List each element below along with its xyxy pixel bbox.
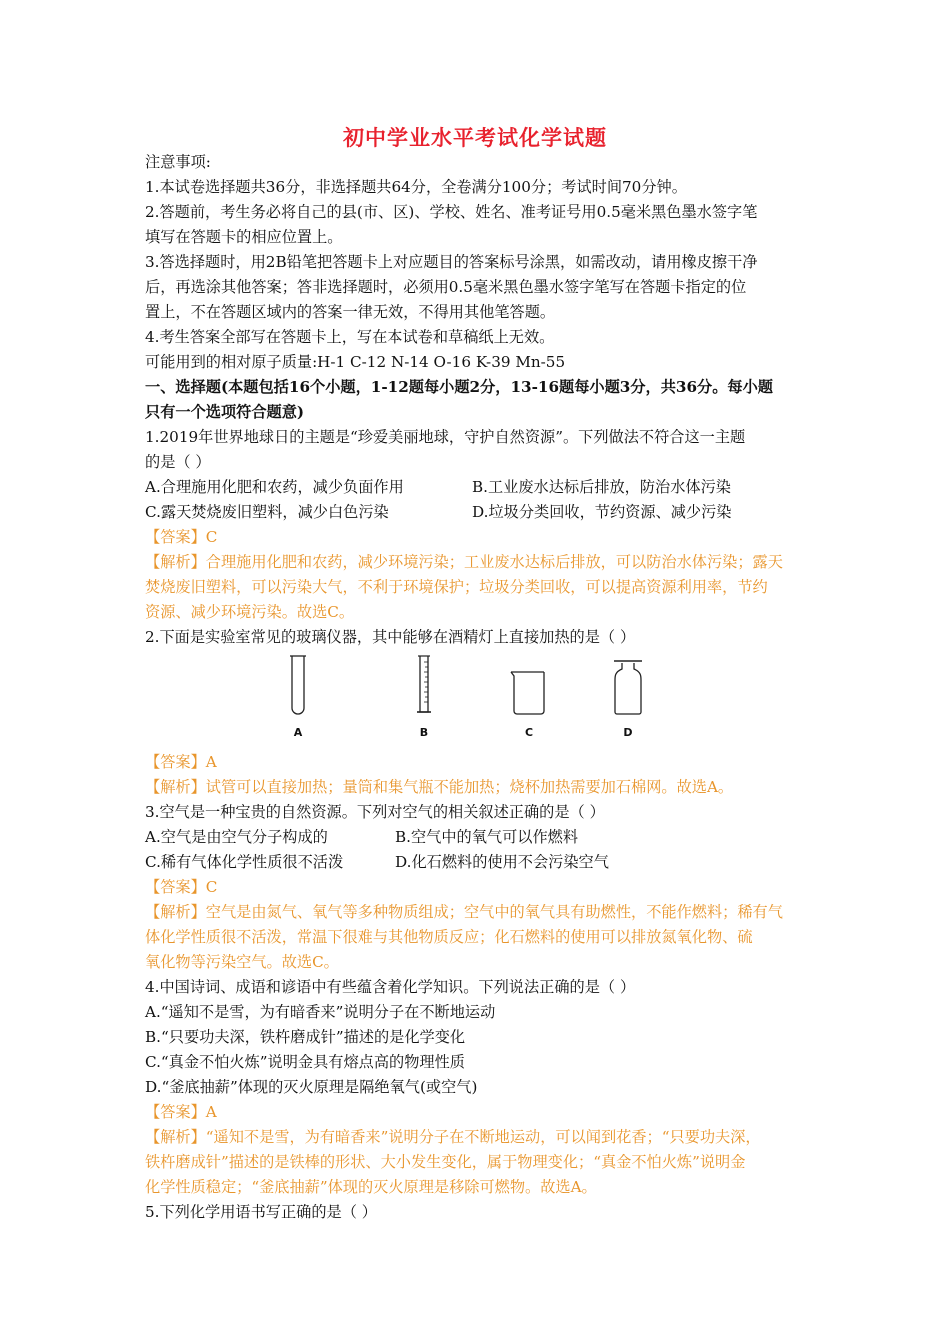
option-a: A.合理施用化肥和农药，减少负面作用 [145,478,404,496]
explanation-4: 铁杵磨成针”描述的是铁棒的形状、大小发生变化，属于物理变化；“真金不怕火炼”说明金 [145,1153,746,1171]
notice-item: 置上，不在答题区域内的答案一律无效，不得用其他笔答题。 [145,303,556,321]
notice-heading: 注意事项: [145,153,211,171]
document-body [145,150,815,1225]
option-d: D.化石燃料的使用不会污染空气 [395,853,609,871]
option-c: C.“真金不怕火炼”说明金具有熔点高的物理性质 [145,1053,465,1071]
question-1-options [145,500,815,525]
explanation-4: 【解析】“遥知不是雪，为有暗香来”说明分子在不断地运动，可以闻到花香；“只要功夫深， [145,1128,761,1146]
option-c: C.露天焚烧废旧塑料，减少白色污染 [145,503,389,521]
option-b: B.“只要功夫深，铁杵磨成针”描述的是化学变化 [145,1028,466,1046]
option-a: A.“遥知不是雪，为有暗香来”说明分子在不断地运动 [145,1003,496,1021]
explanation-3: 体化学性质很不活泼，常温下很难与其他物质反应；化石燃料的使用可以排放氮氧化物、硫 [145,928,753,946]
explanation-1: 焚烧废旧塑料，可以污染大气，不利于环境保护；垃圾分类回收，可以提高资源利用率，节约 [145,578,768,596]
question-5-stem: 5.下列化学用语书写正确的是（ ） [145,1203,377,1221]
test-tube-icon [285,654,311,720]
notice-item: 2.答题前，考生务必将自己的县(市、区)、学校、姓名、准考证号用0.5毫米黑色墨水签字笔 [145,203,758,221]
option-a: A.空气是由空气分子构成的 [145,828,328,846]
glassware-figure [145,650,815,750]
answer-1: 【答案】C [145,528,218,546]
answer-3: 【答案】C [145,878,218,896]
explanation-3: 【解析】空气是由氮气、氧气等多种物质组成；空气中的氧气具有助燃性，不能作燃料；稀有气 [145,903,783,921]
figure-d [611,654,645,739]
explanation-1: 【解析】合理施用化肥和农药，减少环境污染；工业废水达标后排放，可以防治水体污染；露天 [145,553,783,571]
notice-item: 后，再选涂其他答案；答非选择题时，必须用0.5毫米黑色墨水签字笔写在答题卡指定的位 [145,278,747,296]
figure-label-b: B [419,726,429,739]
explanation-3: 氧化物等污染空气。故选C。 [145,953,339,971]
figure-a [285,654,311,739]
question-1-stem: 1.2019年世界地球日的主题是“珍爱美丽地球，守护自然资源”。下列做法不符合这一主题 [145,428,746,446]
question-1-stem: 的是（ ） [145,453,211,471]
atomic-mass-line: 可能用到的相对原子质量:H-1 C-12 N-14 O-16 K-39 Mn-55 [145,353,566,371]
gas-bottle-icon [611,654,645,720]
notice-item: 1.本试卷选择题共36分，非选择题共64分，全卷满分100分；考试时间70分钟。 [145,178,687,196]
explanation-1: 资源、减少环境污染。故选C。 [145,603,355,621]
option-d: D.“釜底抽薪”体现的灭火原理是隔绝氧气(或空气) [145,1078,478,1096]
answer-2: 【答案】A [145,753,217,771]
option-b: B.空气中的氧气可以作燃料 [395,828,579,846]
figure-label-a: A [293,726,303,739]
notice-item: 3.答选择题时，用2B铅笔把答题卡上对应题目的答案标号涂黑，如需改动，请用橡皮擦干净 [145,253,758,271]
figure-b [411,654,437,739]
page-title: 初中学业水平考试化学试题 [343,125,607,150]
figure-label-c: C [524,726,534,739]
section-heading: 一、选择题(本题包括16个小题，1-12题每小题2分，13-16题每小题3分，共36分。每小题 [145,378,773,396]
explanation-2: 【解析】试管可以直接加热；量筒和集气瓶不能加热；烧杯加热需要加石棉网。故选A。 [145,778,734,796]
question-1-options [145,475,815,500]
explanation-4: 化学性质稳定；“釜底抽薪”体现的灭火原理是移除可燃物。故选A。 [145,1178,597,1196]
question-2-stem: 2.下面是实验室常见的玻璃仪器，其中能够在酒精灯上直接加热的是（ ） [145,628,636,646]
section-heading: 只有一个选项符合题意) [145,403,305,421]
notice-item: 4.考生答案全部写在答题卡上，写在本试卷和草稿纸上无效。 [145,328,555,346]
question-3-options [145,850,815,875]
option-d: D.垃圾分类回收，节约资源、减少污染 [472,503,732,521]
question-4-stem: 4.中国诗词、成语和谚语中有些蕴含着化学知识。下列说法正确的是（ ） [145,978,636,996]
graduated-cylinder-icon [411,654,437,720]
option-b: B.工业废水达标后排放，防治水体污染 [472,478,731,496]
notice-item: 填写在答题卡的相应位置上。 [145,228,343,246]
option-c: C.稀有气体化学性质很不活泼 [145,853,344,871]
answer-4: 【答案】A [145,1103,217,1121]
question-3-stem: 3.空气是一种宝贵的自然资源。下列对空气的相关叙述正确的是（ ） [145,803,605,821]
question-3-options [145,825,815,850]
beaker-icon [507,654,551,720]
figure-label-d: D [623,726,633,739]
figure-c [507,654,551,739]
